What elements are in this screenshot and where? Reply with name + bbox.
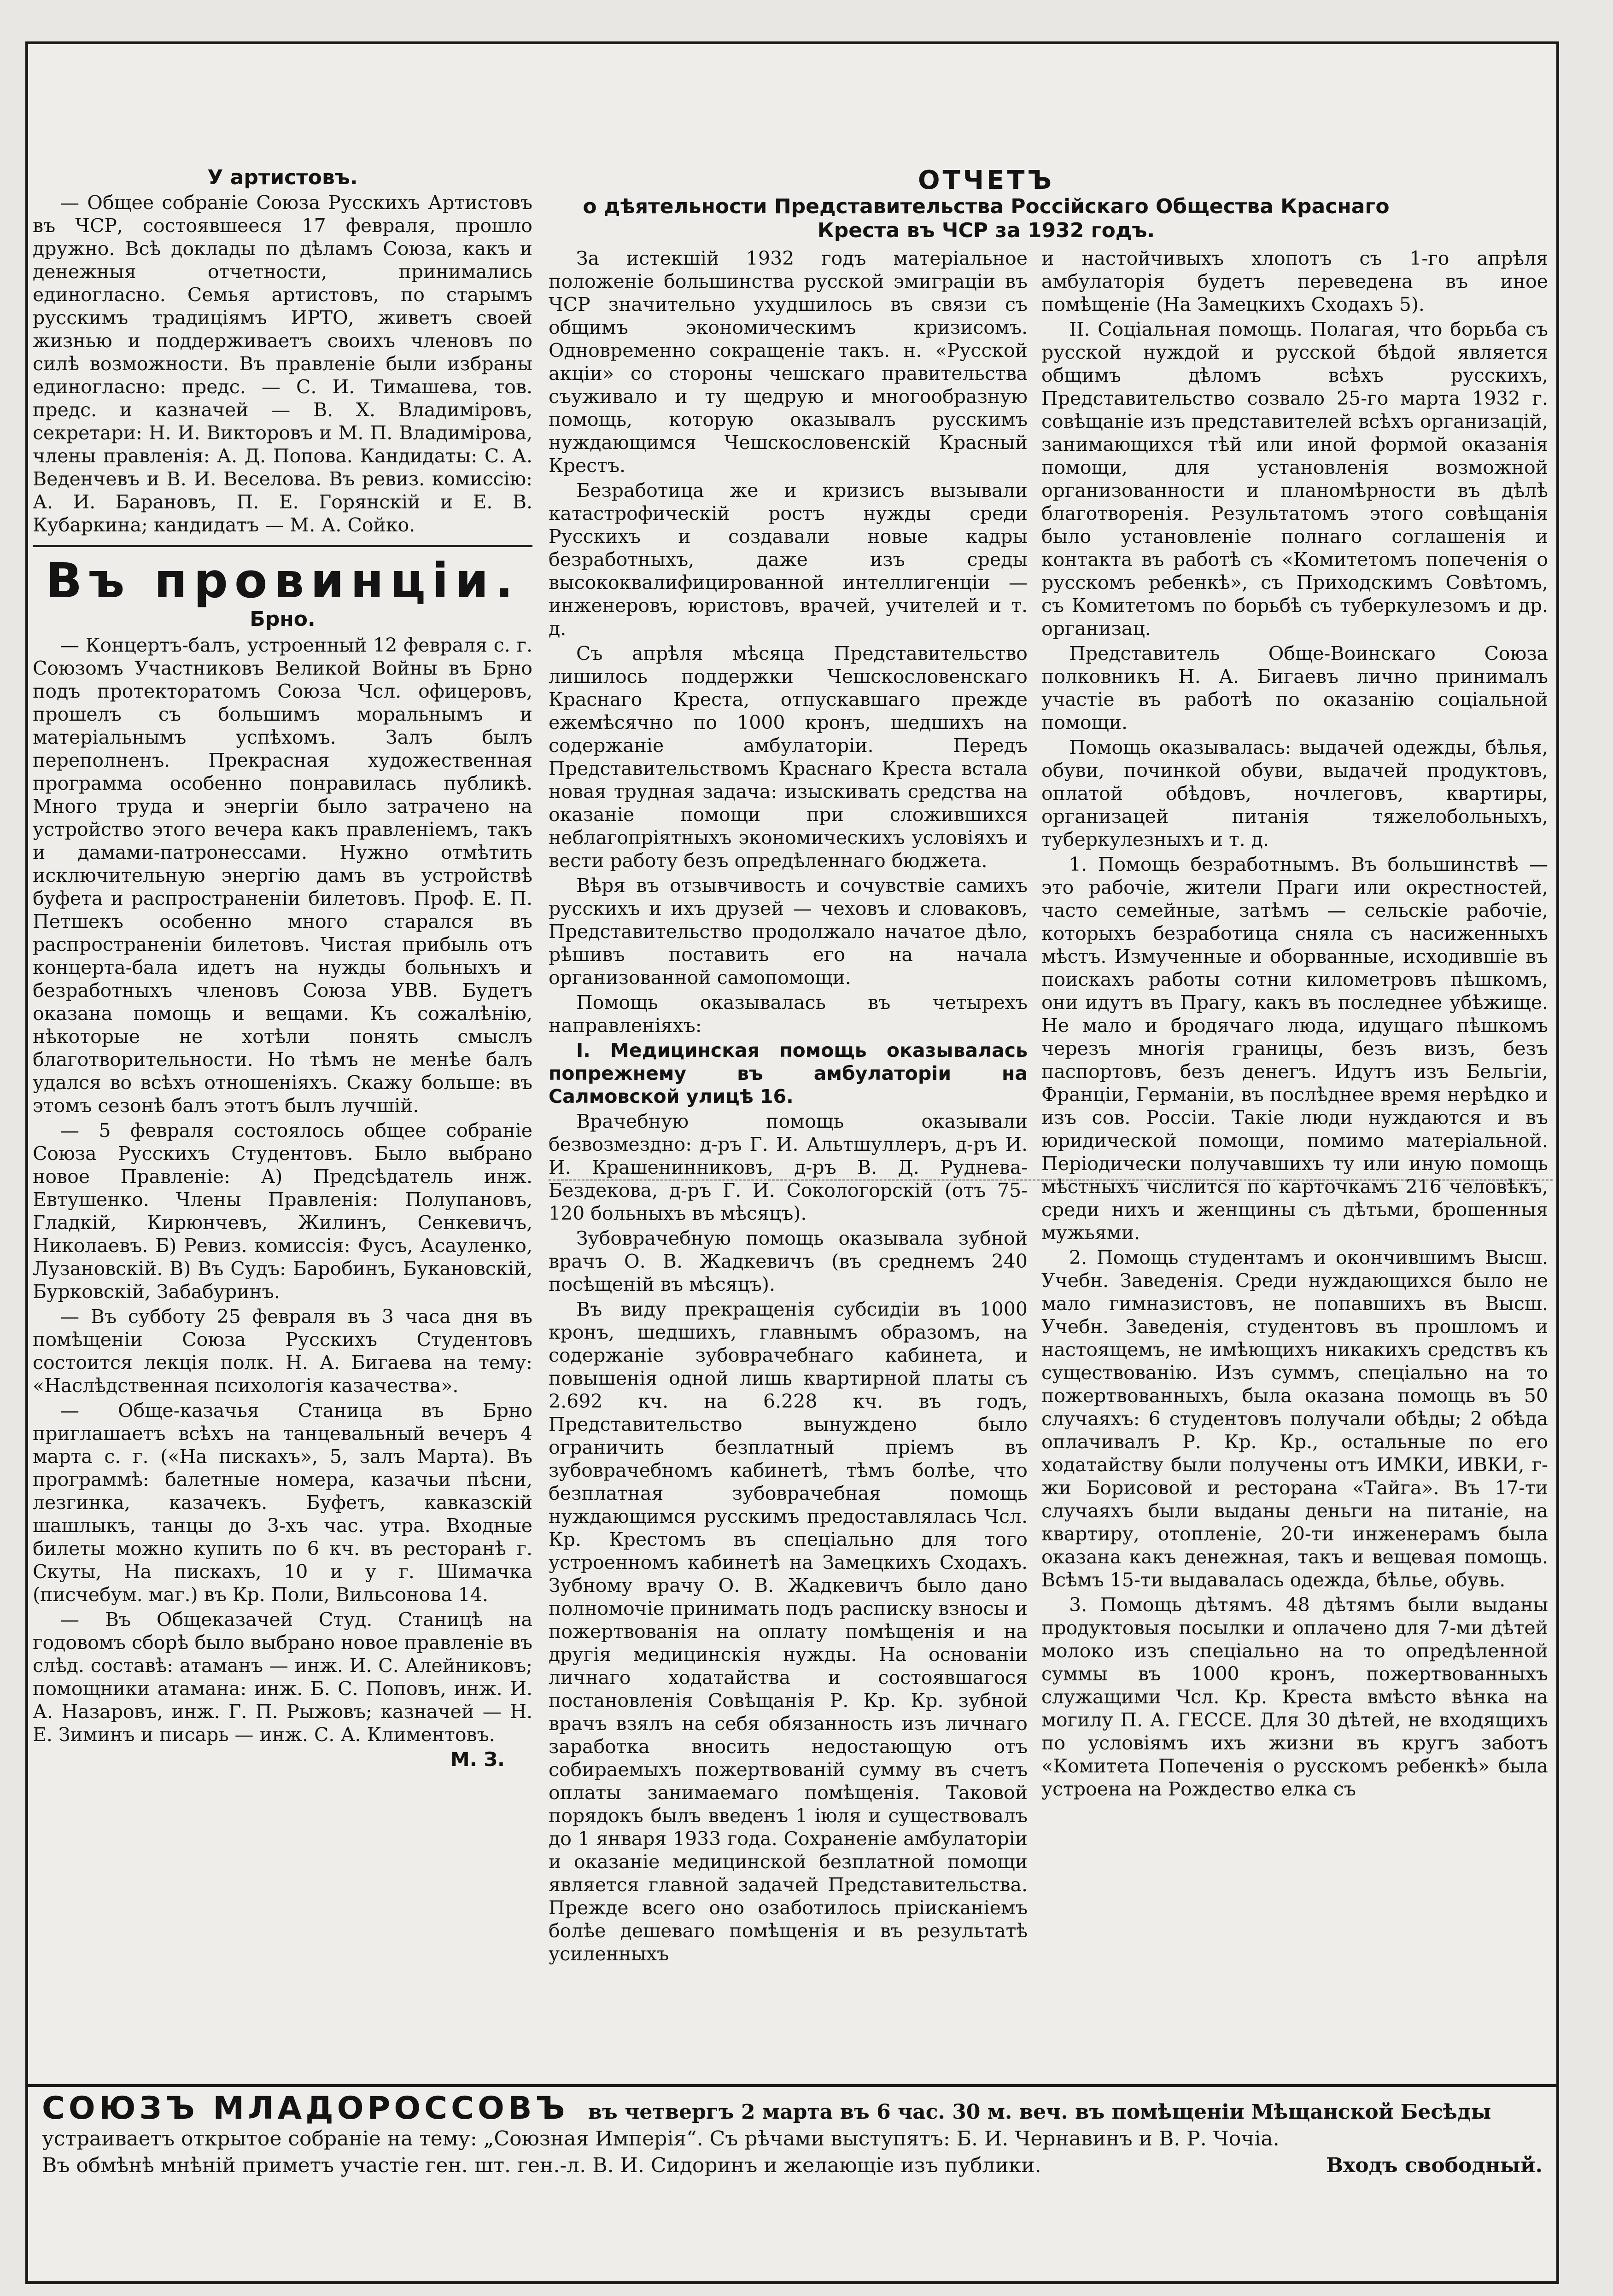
announcement-block bbox=[28, 2084, 1556, 2179]
report-continuation: и настойчивыхъ хлопотъ съ 1-го апрѣля амбулаторія будетъ переведена въ иное помѣщеніе (На Замецкихъ Сходахъ 5). bbox=[1041, 247, 1548, 315]
right-column bbox=[1041, 247, 1548, 1802]
paper-tear-line bbox=[549, 1179, 1553, 1198]
report-paragraph-5: Помощь оказывалась въ четырехъ направленіяхъ: bbox=[549, 991, 1028, 1037]
report-paragraph-4: Вѣря въ отзывчивость и сочувствіе самихъ русскихъ и ихъ друзей — чеховъ и словаковъ, Представительство продолжало начатое дѣло, рѣшивъ поставить его на начала организованной самопомощи. bbox=[549, 874, 1028, 989]
newspaper-page bbox=[25, 41, 1559, 2284]
report-title: ОТЧЕТЪ bbox=[918, 165, 1055, 195]
brno-paragraph-2: — 5 февраля состоялось общее собраніе Союза Русскихъ Студентовъ. Было выбрано новое Правленіе: А) Предсѣдатель инж. Евтушенко. Члены Правленія: Полупановъ, Гладкій, Кирюнчевъ, Жилинъ, Сенкевичъ, Николаевъ. Б) Ревиз. комиссія: Фусъ, Асауленко, Лузановскій. В) Въ Судъ: Баробинъ, Букановскій, Бурковскій, Забабуринъ. bbox=[33, 1119, 532, 1303]
bigaev-paragraph: Представитель Обще-Воинскаго Союза полковникъ Н. А. Бигаевъ лично принималъ участіе въ работѣ по оказанію соціальной помощи. bbox=[1041, 642, 1548, 734]
medical-help-heading: I. Медицинская помощь оказывалась попрежнему въ амбулаторіи на Салмовской улицѣ 16. bbox=[549, 1039, 1028, 1107]
brno-paragraph-1: — Концертъ-балъ, устроенный 12 февраля с. г. Союзомъ Участниковъ Великой Войны въ Брно подъ протекторатомъ Союза Чсл. офицеровъ, прошелъ съ большимъ моральнымъ и матеріальнымъ успѣхомъ. Залъ былъ переполненъ. Прекрасная художественная программа особенно понравилась публикѣ. Много труда и энергіи было затрачено на устройство этого вечера какъ правленіемъ, такъ и дамами-патронессами. Нужно отмѣтить исключительную энергію дамъ въ устройствѣ буфета и распространеніи билетовъ. Проф. Е. П. Петшекъ особенно много старался въ распространеніи билетовъ. Чистая прибыль отъ концерта-бала идетъ на нужды больныхъ и безработныхъ членовъ Союза УВВ. Будетъ оказана помощь и вещами. Къ сожалѣнію, нѣкоторые не хотѣли понять смыслъ благотворительности. Но тѣмъ не менѣе балъ удался во всѣхъ отношеніяхъ. Скажу больше: въ этомъ сезонѣ балъ этотъ былъ лучшій. bbox=[33, 634, 532, 1117]
announcement-line-3 bbox=[42, 2152, 1543, 2179]
province-city: Брно. bbox=[250, 607, 316, 631]
left-column bbox=[33, 166, 532, 1771]
announcement-line-1 bbox=[42, 2090, 1543, 2127]
brno-paragraph-3: — Въ субботу 25 февраля въ 3 часа дня въ помѣщеніи Союза Русскихъ Студентовъ состоится лекція полк. Н. А. Бигаева на тему: «Наслѣдственная психологія казачества». bbox=[33, 1305, 532, 1397]
article-signature: М. З. bbox=[450, 1748, 505, 1771]
brno-paragraph-5: — Въ Общеказачей Студ. Станицѣ на годовомъ сборѣ было выбрано новое правленіе въ слѣд. составѣ: атаманъ — инж. И. С. Алейниковъ; помощники атамана: инж. Б. С. Поповъ, инж. И. А. Назаровъ, инж. Г. П. Рыжовъ; казначей — Н. Е. Зиминъ и писарь — инж. С. А. Климентовъ. bbox=[33, 1608, 532, 1746]
report-paragraph-1: За истекшій 1932 годъ матеріальное положеніе большинства русской эмиграціи въ ЧСР значительно ухудшилось въ связи съ общимъ экономическимъ кризисомъ. Одновременно сокращеніе такъ. н. «Русской акціи» со стороны чешскаго правительства съуживало и ту щедрую и многообразную помощь, которую оказывалъ русскимъ нуждающимся Чешскословенскій Красный Крестъ. bbox=[549, 247, 1028, 477]
report-paragraph-2: Безработица же и кризисъ вызывали катастрофическій ростъ нужды среди Русскихъ и создавали новые кадры безработныхъ, даже изъ среды высококвалифицированной интеллигенціи — инженеровъ, юристовъ, врачей, учителей и т. д. bbox=[549, 479, 1028, 640]
brno-paragraph-4: — Обще-казачья Станица въ Брно приглашаетъ всѣхъ на танцевальный вечеръ 4 марта с. г. («На пискахъ», 5, залъ Марта). Въ программѣ: балетные номера, казачьи пѣсни, лезгинка, казачекъ. Буфетъ, кавказскій шашлыкъ, танцы до 3-хъ час. утра. Входные билеты можно купить по 6 кч. въ ресторанѣ г. Скуты, На пискахъ, 10 и у г. Шимачка (писчебум. маг.) въ Кр. Поли, Вильсонова 14. bbox=[33, 1399, 532, 1606]
union-name: СОЮЗЪ МЛАДОРОССОВЪ bbox=[42, 2090, 569, 2127]
province-title: Въ провинціи. bbox=[45, 553, 520, 609]
report-paragraph-8: Зубоврачебную помощь оказывала зубной врачъ О. В. Жадкевичъ (въ среднемъ 240 посѣщеній въ мѣсяцъ). bbox=[549, 1227, 1028, 1295]
report-header bbox=[549, 166, 1424, 243]
middle-column bbox=[549, 247, 1028, 1967]
section-divider bbox=[33, 545, 532, 547]
children-help-paragraph: 3. Помощь дѣтямъ. 48 дѣтямъ были выданы продуктовыя посылки и оплачено для 7-ми дѣтей молоко изъ спеціально на то опредѣленной суммы въ 1000 кронъ, пожертвованныхъ служащими Чсл. Кр. Креста вмѣсто вѣнка на могилу П. А. ГЕССЕ. Для 30 дѣтей, не входящихъ по условіямъ ихъ жизни въ кругъ заботъ «Комитета Попеченія о русскомъ ребенкѣ» была устроена на Рождество елка съ bbox=[1041, 1594, 1548, 1800]
unemployed-help-paragraph: 1. Помощь безработнымъ. Въ большинствѣ — это рабочіе, жители Праги или окрестностей, часто семейные, затѣмъ — сельскіе рабочіе, которыхъ безработица сняла съ насиженныхъ мѣстъ. Измученные и оборванные, исходившіе въ поискахъ работы сотни километровъ пѣшкомъ, они идутъ въ Прагу, какъ въ последнее убѣжище. Не мало и бродячаго люда, идущаго пѣшкомъ черезъ многія границы, безъ визъ, безъ паспортовъ, безъ денегъ. Идутъ изъ Бельгіи, Франціи, Германіи, въ послѣднее время нерѣдко и изъ сов. Россіи. Такіе люди нуждаются и въ юридической помощи, помимо матеріальной. Періодически получавшихъ ту или иную помощь мѣстныхъ числится по карточкамъ 216 человѣкъ, среди нихъ и женщины съ дѣтьми, брошенныя мужьями. bbox=[1041, 853, 1548, 1244]
announcement-line-2: устраиваетъ открытое собраніе на тему: „Союзная Имперія“. Съ рѣчами выступятъ: Б. И. Чернавинъ и В. Р. Чочіа. bbox=[42, 2127, 1280, 2150]
artists-article: — Общее собраніе Союза Русскихъ Артистовъ въ ЧСР, состоявшееся 17 февраля, прошло дружно. Всѣ доклады по дѣламъ Союза, какъ и денежныя отчетности, принимались единогласно. Семья артистовъ, по старымъ русскимъ традиціямъ ИРТО, живетъ своей жизнью и поддерживаетъ своихъ членовъ по силѣ возможности. Въ правленіе были избраны единогласно: предс. — С. И. Тимашева, тов. предс. и казначей — В. Х. Владиміровъ, секретари: Н. И. Викторовъ и М. П. Владимірова, члены правленія: А. Д. Попова. Кандидаты: С. А. Веденчевъ и В. И. Веселова. Въ ревиз. комиссію: А. И. Барановъ, П. Е. Горянскій и Е. В. Кубаркина; кандидатъ — М. А. Сойко. bbox=[33, 192, 532, 536]
report-paragraph-3: Съ апрѣля мѣсяца Представительство лишилось поддержки Чешскословенскаго Краснаго Креста, отпускавшаго прежде ежемѣсячно по 1000 кронъ, шедшихъ на содержаніе амбулаторіи. Передъ Представительствомъ Краснаго Креста встала новая трудная задача: изыскивать средства на оказаніе помощи при сложившихся неблагопріятныхъ экономическихъ условіяхъ и вести работу безъ опредѣленнаго бюджета. bbox=[549, 642, 1028, 872]
report-paragraph-9: Въ виду прекращенія субсидіи въ 1000 кронъ, шедшихъ, главнымъ образомъ, на содержаніе зубоврачебнаго кабинета, и повышенія одной лишь квартирной платы съ 2.692 кч. на 6.228 кч. въ годъ, Представительство вынуждено было ограничить безплатный пріемъ въ зубоврачебномъ кабинетѣ, тѣмъ болѣе, что безплатная зубоврачебная помощь нуждающимся русскимъ предоставлялась Чсл. Кр. Крестомъ въ спеціально для того устроенномъ кабинетѣ на Замецкихъ Сходахъ. Зубному врачу О. В. Жадкевичъ было дано полномочіе принимать подъ расписку взносы и пожертвованія на оплату помѣщенія и на другія медицинскія нужды. На основаніи личнаго ходатайства и состоявшагося постановленія Совѣщанія Р. Кр. Кр. зубной врачъ взялъ на себя обязанность изъ личнаго заработка вносить недостающую отъ собираемыхъ пожертвованій сумму въ счетъ оплаты занимаемаго помѣщенія. Таковой порядокъ былъ введенъ 1 іюля и существовалъ до 1 января 1933 года. Сохраненіе амбулаторіи и оказаніе медицинской безплатной помощи является главной задачей Представительства. Прежде всего оно озаботилось пріисканіемъ болѣе дешеваго помѣщенія и въ результатѣ усиленныхъ bbox=[549, 1298, 1028, 1965]
announcement-participants: Въ обмѣнѣ мнѣній приметъ участіе ген. шт. ген.-л. В. И. Сидоринъ и желающіе изъ публики. bbox=[42, 2154, 1041, 2177]
report-paragraph-7: Врачебную помощь оказывали безвозмездно: д-ръ Г. И. Альтшуллеръ, д-ръ И. И. Крашенинниковъ, д-ръ В. Д. Руднева-Бездекова, д-ръ Г. И. Сокологорскій (отъ 75-120 больныхъ въ мѣсяцъ). bbox=[549, 1110, 1028, 1224]
report-subtitle: о дѣятельности Представительства Россійскаго Общества Краснаго Креста въ ЧСР за 1932 годъ. bbox=[583, 195, 1390, 242]
free-entry-note: Входъ свободный. bbox=[1326, 2154, 1543, 2177]
students-help-paragraph: 2. Помощь студентамъ и окончившимъ Высш. Учебн. Заведенія. Среди нуждающихся было не мало гимназистовъ, не попавшихъ въ Высш. Учебн. Заведенія, студентовъ въ прошломъ и настоящемъ, не имѣющихъ никакихъ средствъ къ существованію. Изъ суммъ, спеціально на то пожертвованныхъ, была оказана помощь въ 50 случаяхъ: 6 студентовъ получали обѣды; 2 обѣда оплачивалъ Р. Кр. Кр., остальные по его ходатайству были получены отъ ИМКИ, ИВКИ, г-жи Борисовой и ресторана «Тайга». Въ 17-ти случаяхъ были выданы деньги на питаніе, на квартиру, отопленіе, 20-ти инженерамъ была оказана какъ денежная, такъ и вещевая помощь. Всѣмъ 15-ти выдавалась одежда, бѣлье, обувь. bbox=[1041, 1247, 1548, 1591]
social-help-paragraph: II. Соціальная помощь. Полагая, что борьба съ русской нуждой и русской бѣдой является общимъ дѣломъ всѣхъ русскихъ, Представительство созвало 25-го марта 1932 г. совѣщаніе изъ представителей всѣхъ организацій, занимающихся тѣй или иной формой оказанія помощи, для установленія возможной организованности и планомѣрности въ дѣлѣ благотворенія. Результатомъ этого совѣщанія было установленіе полнаго соглашенія и контакта въ работѣ съ «Комитетомъ попеченія о русскомъ ребенкѣ», съ Приходскимъ Совѣтомъ, съ Комитетомъ по борьбѣ съ туберкулезомъ и др. организац. bbox=[1041, 318, 1548, 640]
help-types-paragraph: Помощь оказывалась: выдачей одежды, бѣлья, обуви, починкой обуви, выдачей продуктовъ, оплатой обѣдовъ, ночлеговъ, квартиры, организацей питанія тяжелобольныхъ, туберкулезныхъ и т. д. bbox=[1041, 736, 1548, 851]
announcement-date: въ четвергъ 2 марта въ 6 час. 30 м. веч. въ помѣщеніи Мѣщанской Бесѣды bbox=[588, 2100, 1491, 2124]
artists-heading: У артистовъ. bbox=[207, 166, 358, 189]
